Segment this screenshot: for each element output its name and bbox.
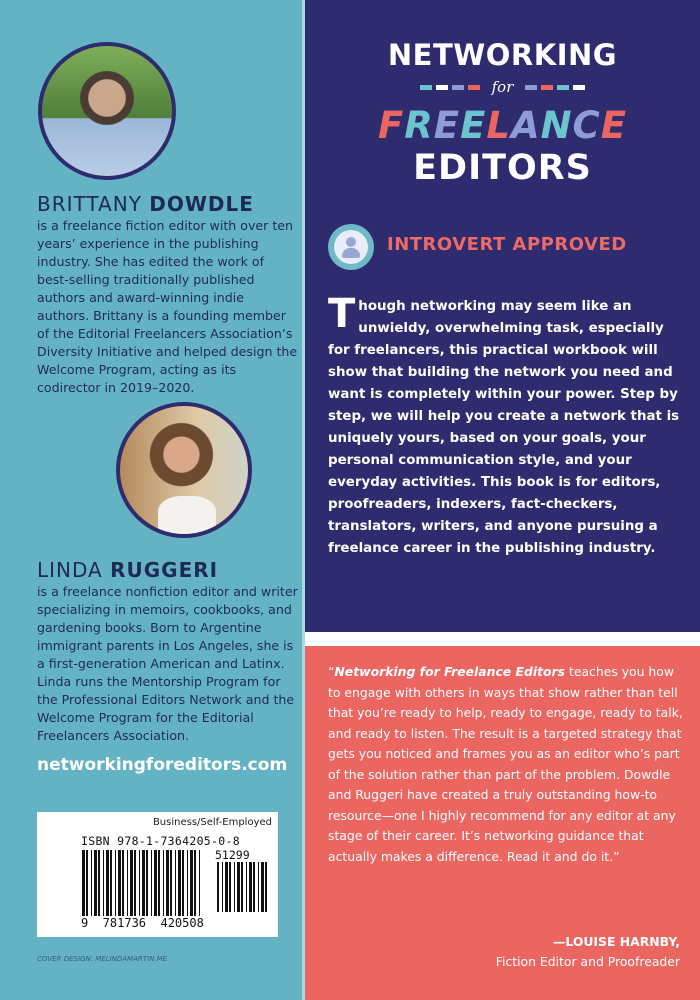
barcode-bar <box>200 850 202 916</box>
barcode-box <box>37 812 278 937</box>
title-for: for <box>305 78 700 96</box>
barcode <box>82 850 202 916</box>
ean: 9 781736 420508 <box>81 916 204 930</box>
review-attribution: —LOUISE HARNBY, Fiction Editor and Proofreader <box>495 934 680 969</box>
category: Business/Self-Employed <box>152 817 272 828</box>
author-bio: is a freelance fiction editor with over ten years’ experience in the publishing industry. She has edited the work of best-selling traditionally published authors and award-winning indie authors. Brittany is a founding member of the Editorial Freelancers Association’s Diversity Initiative and helped design the Welcome Program, acting as its codirector in 2019–2020. <box>37 218 298 395</box>
band <box>305 632 700 646</box>
author-photo-brittany <box>38 42 176 180</box>
description: Though networking may seem like an unwieldy, overwhelming task, especially for freelancers, this practical workbook will show that building the network you need and want is completely within your power. Step by step, we will help you create a network that is uniquely yours, based on your goals, your personal communication style, and your everyday activities. This book is for editors, proofreaders, indexers, fact-checkers, translators, writers, and anyone pursuing a freelance career in the publishing industry. <box>328 291 680 556</box>
author-photo-linda <box>116 402 252 538</box>
title-letter: N <box>540 104 573 147</box>
title-freelance <box>305 104 700 147</box>
title-letter: C <box>572 104 601 147</box>
title-letter: R <box>404 104 434 147</box>
introvert-approved: INTROVERT APPROVED <box>387 234 627 255</box>
person-icon <box>328 224 374 270</box>
title-letter: L <box>486 104 511 147</box>
title-letter: F <box>378 104 405 147</box>
title-letter: E <box>433 104 461 147</box>
author-name: BRITTANY DOWDLE <box>37 192 254 216</box>
author-name: LINDA RUGGERI <box>37 558 219 582</box>
title-networking: NETWORKING <box>387 38 618 72</box>
title-letter: E <box>460 104 487 147</box>
title-letter: E <box>600 104 627 147</box>
isbn: ISBN 978-1-7364205-0-8 <box>81 834 240 848</box>
website-link[interactable]: networkingforeditors.com <box>37 755 288 775</box>
cover-credit: COVER DESIGN: MELINDAMARTIN.ME <box>37 955 168 963</box>
review-quote: “Networking for Freelance Editors teaches you how to engage with others in ways that show rather than tell that you’re ready to help, ready to engage, ready to talk, and ready to listen. The result is a targeted strategy that gets you noticed and frames you as an editor who’s part of the solution rather than part of the problem. Dowdle and Ruggeri have created a truly outstanding how-to resource—one I highly recommend for any editor at any stage of their career. It’s networking guidance that actually makes a difference. Read it and do it.” <box>328 664 683 864</box>
author-bio: is a freelance nonfiction editor and writer specializing in memoirs, cookbooks, and gardening books. Born to Argentine immigrant parents in Los Angeles, she is a first-generation American and Latinx. Linda runs the Mentorship Program for the Professional Editors Network and the Welcome Program for the Editorial Freelancers Association. <box>37 584 298 743</box>
price-code: 51299 <box>215 848 250 862</box>
barcode-bar <box>267 862 270 912</box>
title-letter: A <box>510 104 541 147</box>
price-barcode <box>217 862 270 912</box>
title-editors: EDITORS <box>413 148 592 188</box>
